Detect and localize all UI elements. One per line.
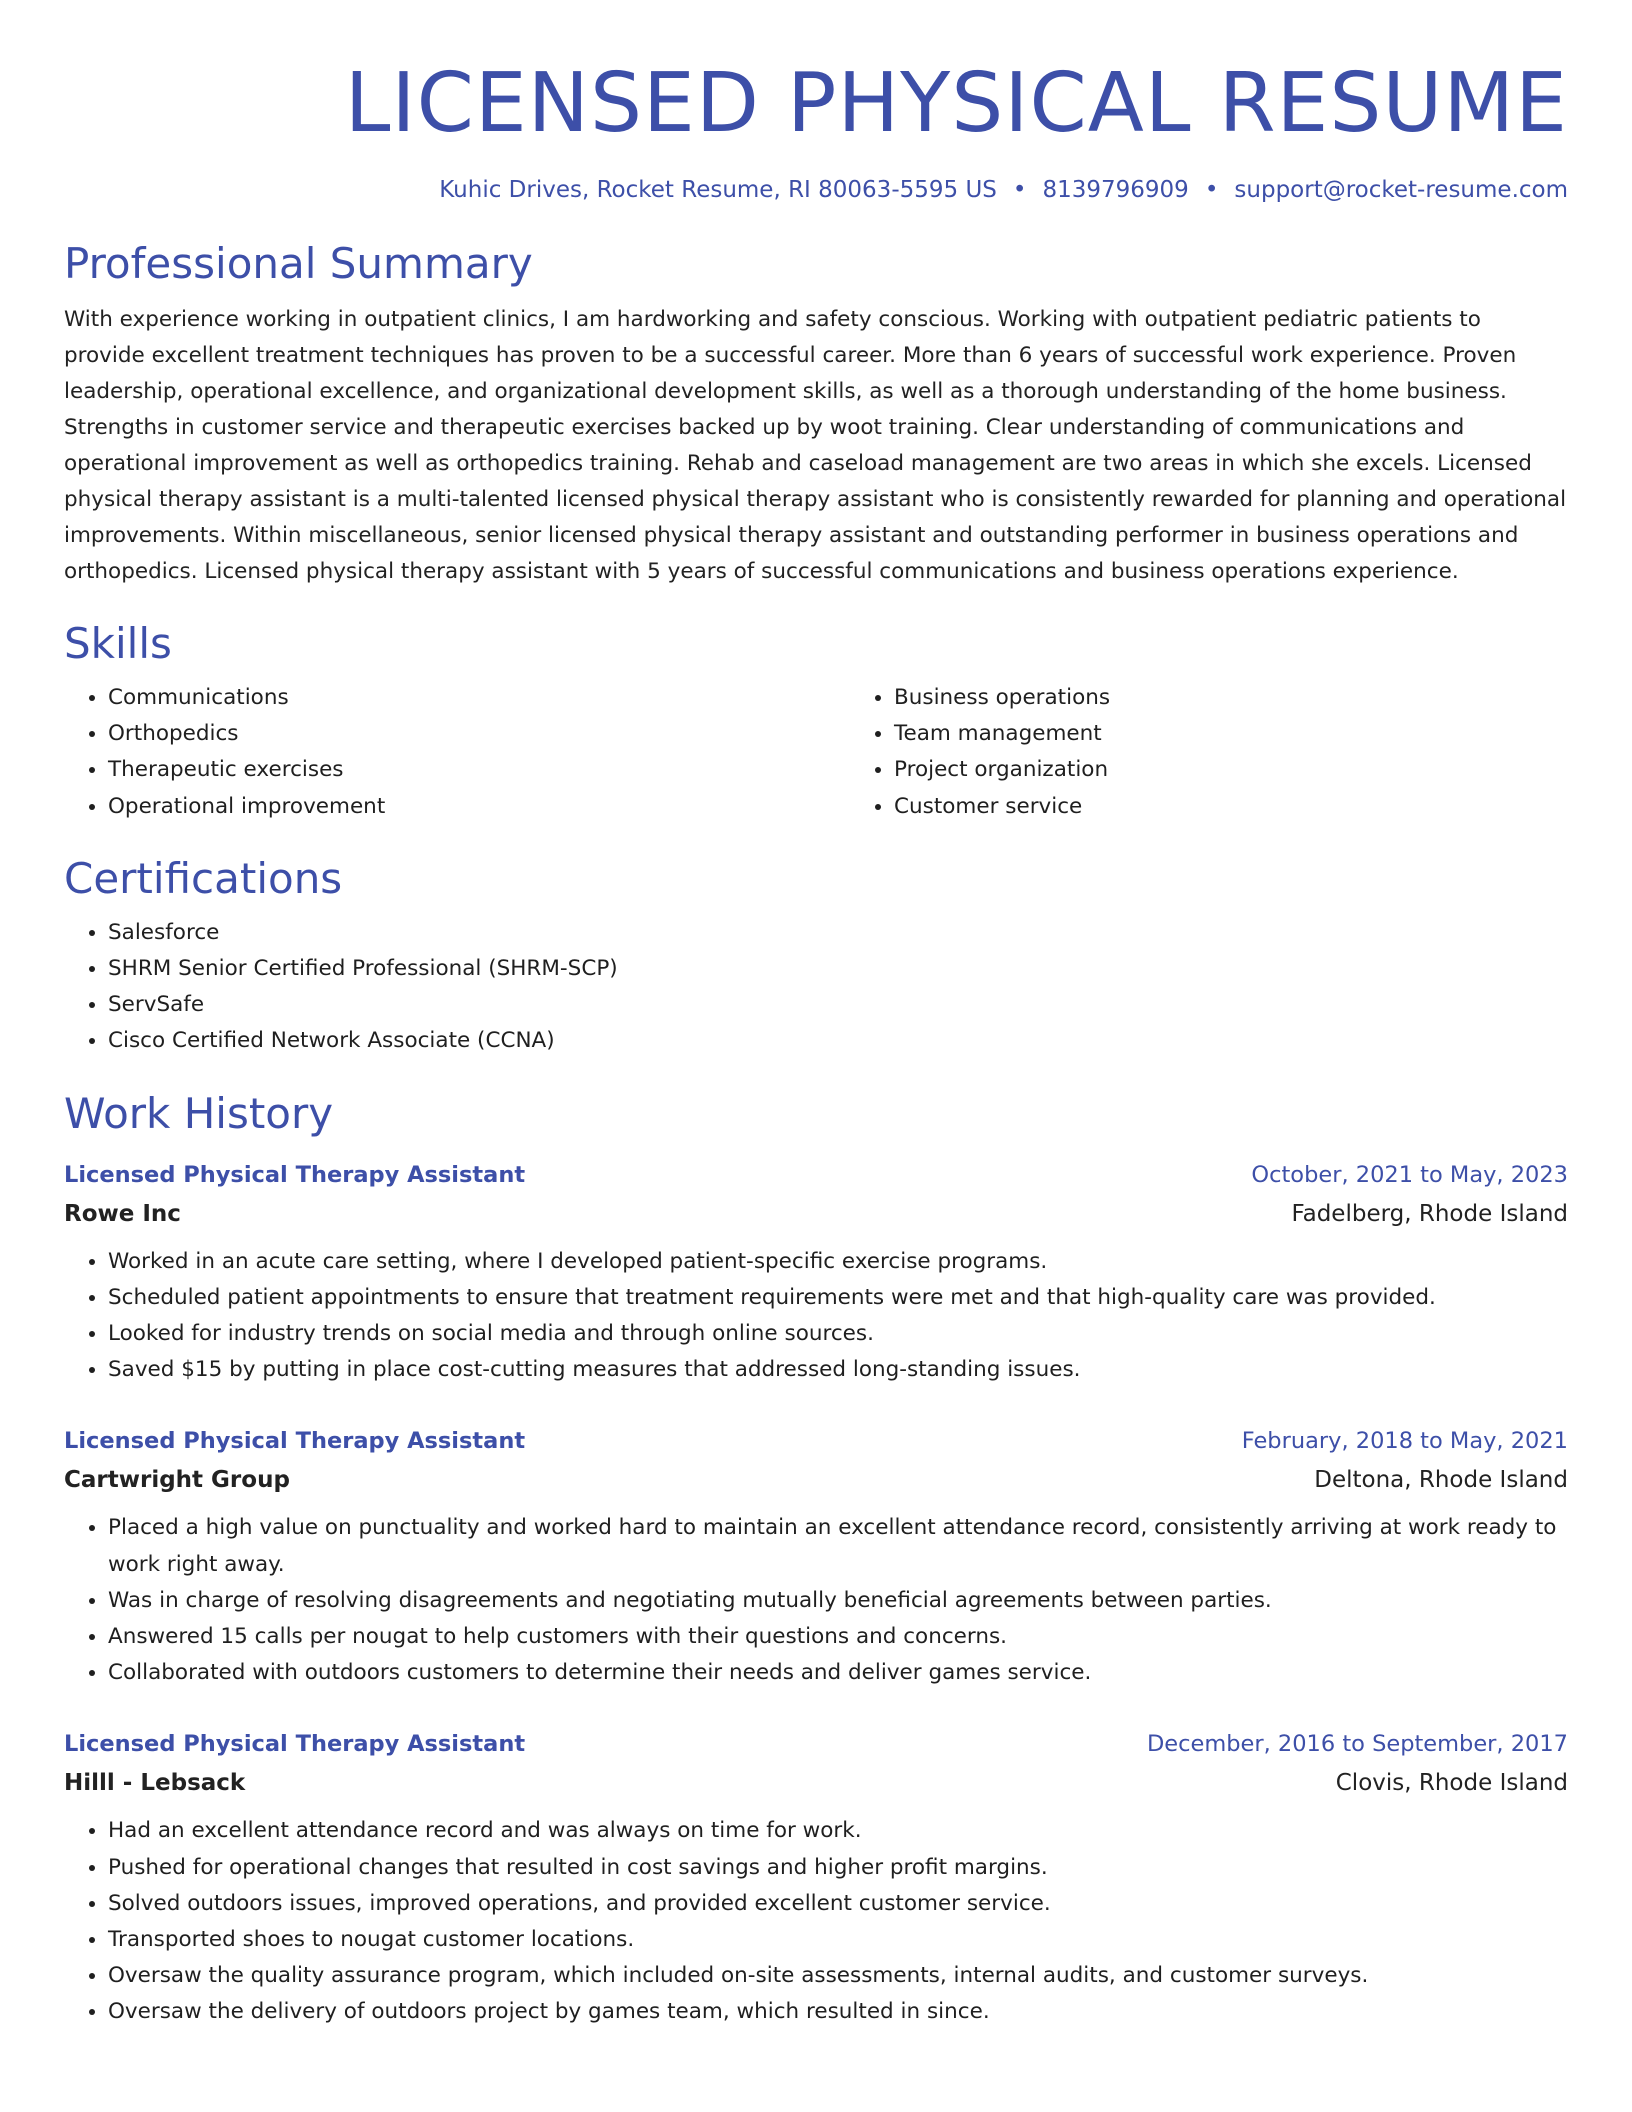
job-header-row bbox=[64, 1156, 1568, 1194]
job-entry bbox=[64, 1725, 1568, 2030]
job-bullet: • Scheduled patient appointments to ensure that treatment requirements were met and that high-quality care was provided. bbox=[108, 1280, 1568, 1316]
job-bullets bbox=[64, 1244, 1568, 1389]
certification-item: • SHRM Senior Certified Professional (SHRM-SCP) bbox=[108, 951, 1568, 987]
job-bullet: • Had an excellent attendance record and was always on time for work. bbox=[108, 1813, 1568, 1849]
summary-text: With experience working in outpatient clinics, I am hardworking and safety conscious. Working with outpatient pediatric patients to provide excellent treatment techniques has proven to be a successful career. More than 6 years of successful work experience. Proven leadership, operational excellence, and organizational development skills, as well as a thorough understanding of the home business. Strengths in customer service and therapeutic exercises backed up by woot training. Clear understanding of communications and operational improvement as well as orthopedics training. Rehab and caseload management are two areas in which she excels. Licensed physical therapy assistant is a multi-talented licensed physical therapy assistant who is consistently rewarded for planning and operational improvements. Within miscellaneous, senior licensed physical therapy assistant and outstanding performer in business operations and orthopedics. Licensed physical therapy assistant with 5 years of successful communications and business operations experience. bbox=[64, 307, 1567, 584]
job-company: Cartwright Group bbox=[64, 1467, 290, 1494]
skill-item: • Operational improvement bbox=[108, 789, 850, 825]
job-bullet: • Placed a high value on punctuality and worked hard to maintain an excellent attendance record, consistently arriving at work ready to work right away. bbox=[108, 1510, 1568, 1582]
job-header-row bbox=[64, 1725, 1568, 1763]
skill-item: • Customer service bbox=[894, 789, 1568, 825]
skills-section bbox=[64, 618, 1568, 825]
skill-item: • Therapeutic exercises bbox=[108, 752, 850, 788]
job-location: Clovis, Rhode Island bbox=[1335, 1770, 1568, 1797]
skill-item: • Business operations bbox=[894, 680, 1568, 716]
job-bullets bbox=[64, 1813, 1568, 2030]
job-location: Fadelberg, Rhode Island bbox=[1291, 1200, 1568, 1227]
job-bullet: • Answered 15 calls per nougat to help customers with their questions and concerns. bbox=[108, 1619, 1568, 1655]
job-dates: February, 2018 to May, 2021 bbox=[1241, 1428, 1568, 1455]
job-dates: December, 2016 to September, 2017 bbox=[1146, 1731, 1568, 1758]
job-company-row bbox=[64, 1460, 1568, 1500]
certifications-heading: Certifications bbox=[64, 853, 343, 903]
contact-address: Kuhic Drives, Rocket Resume, RI 80063-5595 US bbox=[439, 177, 997, 203]
work-history-heading: Work History bbox=[64, 1088, 334, 1138]
skill-item: • Project organization bbox=[894, 752, 1568, 788]
job-entry bbox=[64, 1156, 1568, 1389]
skill-item: • Orthopedics bbox=[108, 716, 850, 752]
skills-list-left bbox=[64, 680, 850, 825]
job-company: Hilll - Lebsack bbox=[64, 1770, 246, 1797]
contact-separator: • bbox=[1012, 177, 1027, 203]
job-company: Rowe Inc bbox=[64, 1200, 181, 1227]
job-bullet: • Oversaw the quality assurance program, which included on-site assessments, internal audits, and customer surveys. bbox=[108, 1958, 1568, 1994]
skill-item: • Communications bbox=[108, 680, 850, 716]
certification-item: • ServSafe bbox=[108, 987, 1568, 1023]
job-dates: October, 2021 to May, 2023 bbox=[1251, 1161, 1568, 1188]
resume-name: LICENSED PHYSICAL RESUME bbox=[344, 56, 1568, 151]
certification-item: • Cisco Certified Network Associate (CCNA) bbox=[108, 1023, 1568, 1059]
certification-item: • Salesforce bbox=[108, 915, 1568, 951]
job-company-row bbox=[64, 1763, 1568, 1803]
certifications-list bbox=[64, 915, 1568, 1060]
contact-line bbox=[64, 174, 1568, 206]
job-bullet: • Transported shoes to nougat customer locations. bbox=[108, 1922, 1568, 1958]
job-entry bbox=[64, 1422, 1568, 1691]
skills-list-right bbox=[850, 680, 1568, 825]
job-bullet: • Worked in an acute care setting, where I developed patient-specific exercise programs. bbox=[108, 1244, 1568, 1280]
job-bullet: • Was in charge of resolving disagreements and negotiating mutually beneficial agreements between parties. bbox=[108, 1583, 1568, 1619]
work-history-section bbox=[64, 1088, 1568, 2031]
contact-separator: • bbox=[1204, 177, 1219, 203]
job-title: Licensed Physical Therapy Assistant bbox=[64, 1428, 526, 1455]
job-bullet: • Saved $15 by putting in place cost-cutting measures that addressed long-standing issues. bbox=[108, 1352, 1568, 1388]
job-company-row bbox=[64, 1194, 1568, 1234]
job-bullet: • Looked for industry trends on social media and through online sources. bbox=[108, 1316, 1568, 1352]
job-location: Deltona, Rhode Island bbox=[1314, 1467, 1568, 1494]
certifications-section bbox=[64, 853, 1568, 1060]
skill-item: • Team management bbox=[894, 716, 1568, 752]
skills-heading: Skills bbox=[64, 619, 172, 668]
job-bullet: • Solved outdoors issues, improved operations, and provided excellent customer service. bbox=[108, 1886, 1568, 1922]
summary-heading: Professional Summary bbox=[64, 239, 533, 288]
job-header-row bbox=[64, 1422, 1568, 1460]
contact-email: support@rocket-resume.com bbox=[1234, 177, 1568, 203]
job-bullets bbox=[64, 1510, 1568, 1691]
job-bullet: • Oversaw the delivery of outdoors project by games team, which resulted in since. bbox=[108, 1994, 1568, 2030]
skills-grid bbox=[64, 670, 1568, 825]
job-bullet: • Pushed for operational changes that resulted in cost savings and higher profit margins. bbox=[108, 1850, 1568, 1886]
job-title: Licensed Physical Therapy Assistant bbox=[64, 1731, 526, 1758]
job-title: Licensed Physical Therapy Assistant bbox=[64, 1161, 526, 1188]
job-bullet: • Collaborated with outdoors customers to determine their needs and deliver games service. bbox=[108, 1655, 1568, 1691]
contact-phone: 8139796909 bbox=[1042, 177, 1189, 203]
